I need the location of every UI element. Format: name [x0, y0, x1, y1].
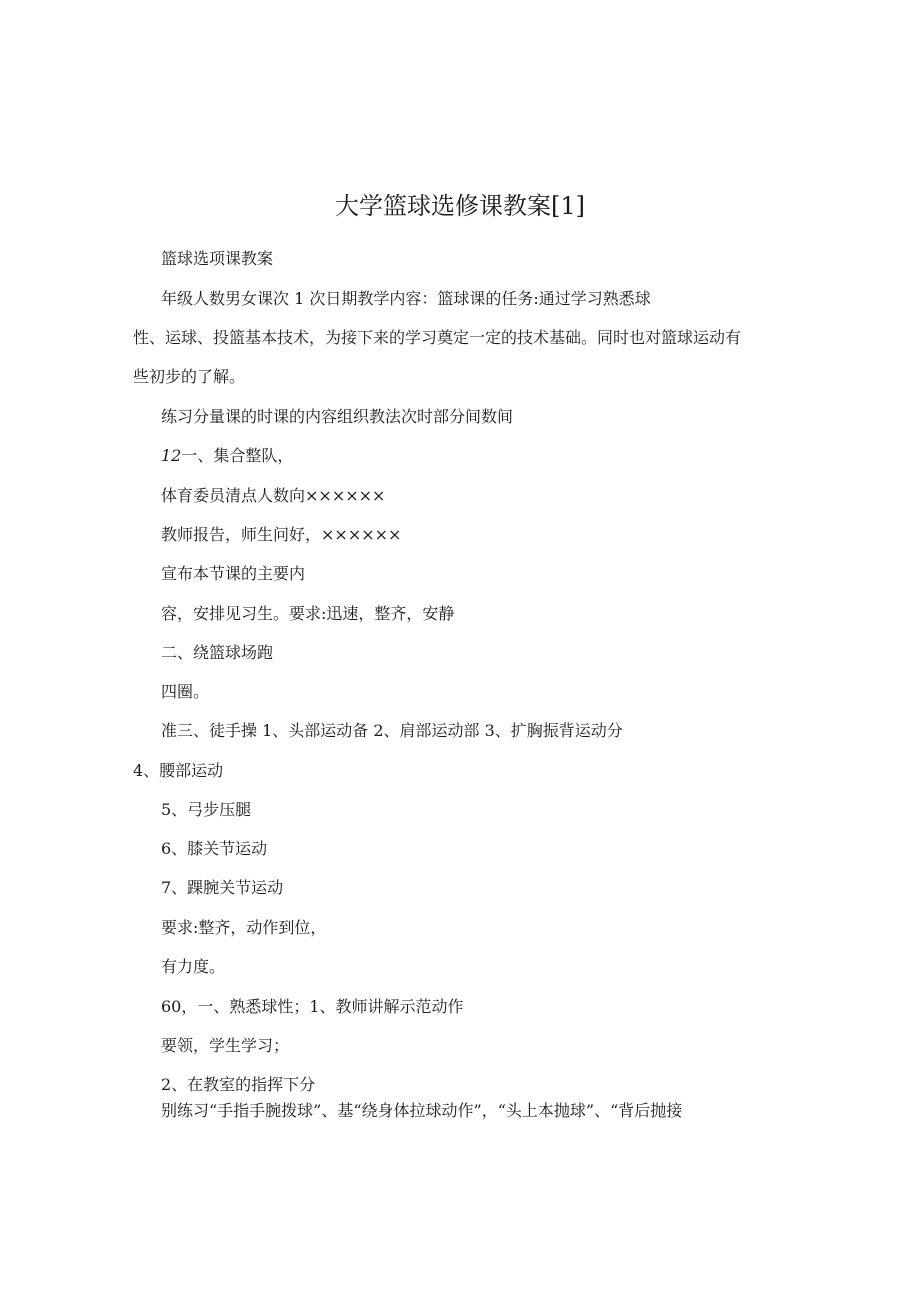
paragraph-line — [161, 445, 293, 467]
document-title: 大学篮球选修课教案[1] — [335, 192, 585, 220]
paragraph-line: 二、绕篮球场跑 — [161, 643, 274, 662]
paragraph-line: 容，安排见习生。要求:迅速，整齐，安静 — [161, 604, 455, 623]
paragraph-line: 体育委员清点人数向×××××× — [161, 486, 386, 505]
paragraph-line: 四圈。 — [161, 682, 210, 701]
paragraph-line: 别练习“手指手腕拨球”、基“绕身体拉球动作”，“头上本抛球”、“背后抛接 — [161, 1101, 683, 1120]
paragraph-heading: 篮球选项课教案 — [161, 249, 274, 268]
paragraph-line: 60，一、熟悉球性；1、教师讲解示范动作 — [161, 997, 464, 1016]
paragraph-line: 2、在教室的指挥下分 — [161, 1075, 316, 1094]
paragraph-line: 6、膝关节运动 — [161, 839, 268, 858]
paragraph-line: 有力度。 — [161, 957, 226, 976]
paragraph-line: 要领，学生学习； — [161, 1036, 290, 1055]
paragraph-line: 7、踝腕关节运动 — [161, 878, 284, 897]
paragraph-line: 准三、徒手操 1、头部运动备 2、肩部运动部 3、扩胸振背运动分 — [161, 721, 623, 740]
paragraph-line: 宣布本节课的主要内 — [161, 564, 306, 583]
paragraph-line: 年级人数男女课次 1 次日期教学内容：篮球课的任务:通过学习熟悉球 — [161, 289, 651, 308]
paragraph-line: 些初步的了解。 — [133, 367, 246, 386]
paragraph-line: 性、运球、投篮基本技术，为接下来的学习奠定一定的技术基础。同时也对篮球运动有 — [133, 328, 742, 347]
line-text: 一、集合整队， — [181, 446, 294, 465]
time-number: 12 — [161, 446, 182, 465]
paragraph-line: 练习分量课的时课的内容组织教法次时部分间数间 — [161, 407, 514, 426]
paragraph-line: 5、弓步压腿 — [161, 800, 252, 819]
paragraph-line: 教师报告，师生问好，×××××× — [161, 525, 402, 544]
paragraph-line: 要求:整齐，动作到位， — [161, 918, 327, 937]
paragraph-line: 4、腰部运动 — [133, 761, 224, 780]
